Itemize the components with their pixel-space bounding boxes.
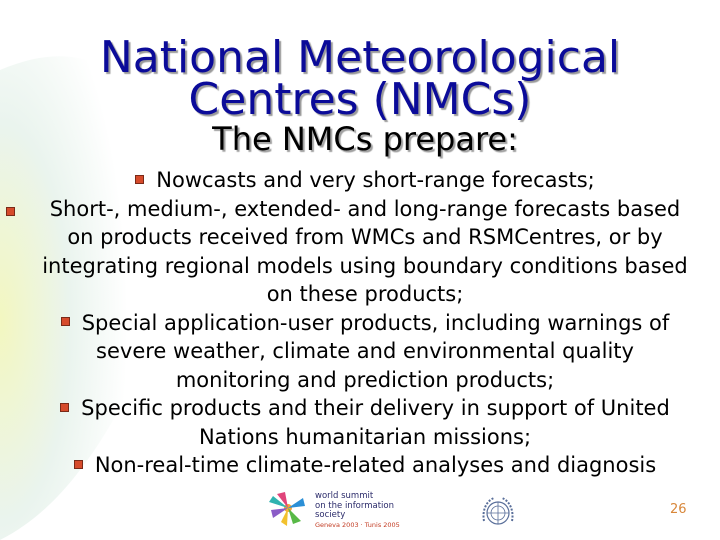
bullet-list (20, 166, 710, 480)
bullet-item (20, 451, 710, 480)
bullet-text: on products received from WMCs and RSMCentres, or by (67, 225, 663, 249)
un-emblem-icon (478, 493, 518, 533)
bullet-text: Nowcasts and very short-range forecasts; (156, 168, 595, 192)
bullet-item (20, 166, 710, 195)
bullet-text: Nations humanitarian missions; (198, 424, 532, 449)
wsis-logo-text: world summit on the information society Geneva 2003 · Tunis 2005 (315, 491, 400, 529)
bullet-text: Special application-user products, including warnings of (81, 310, 670, 335)
slide-title-line1: National Meteorological (99, 32, 621, 83)
bullet-text: Non-real-time climate-related analyses and diagnosis (94, 453, 657, 477)
bullet-marker (61, 317, 70, 326)
bullet-marker (135, 175, 144, 184)
bullet-item (20, 394, 710, 451)
bullet-text: Specific products and their delivery in support of United (81, 396, 670, 420)
bullet-marker (74, 460, 83, 469)
bullet-item (20, 309, 710, 395)
bullet-text: on these products; (266, 282, 464, 306)
slide-subtitle: The NMCs prepare: (212, 120, 518, 158)
bullet-item (20, 195, 710, 309)
bullet-text: Short-, medium-, extended- and long-range forecasts based (49, 196, 681, 221)
bullet-text: severe weather, climate and environmental quality (96, 339, 634, 363)
page-number: 26 (670, 502, 687, 517)
wsis-pinwheel-logo-icon (263, 488, 313, 528)
wsis-logo (263, 488, 423, 528)
bullet-marker (6, 207, 15, 216)
bullet-text: monitoring and prediction products; (175, 367, 555, 392)
bullet-marker (60, 403, 69, 412)
slide-title-line2: Centres (NMCs) (188, 74, 532, 125)
bullet-text: integrating regional models using boundary conditions based (42, 253, 688, 278)
